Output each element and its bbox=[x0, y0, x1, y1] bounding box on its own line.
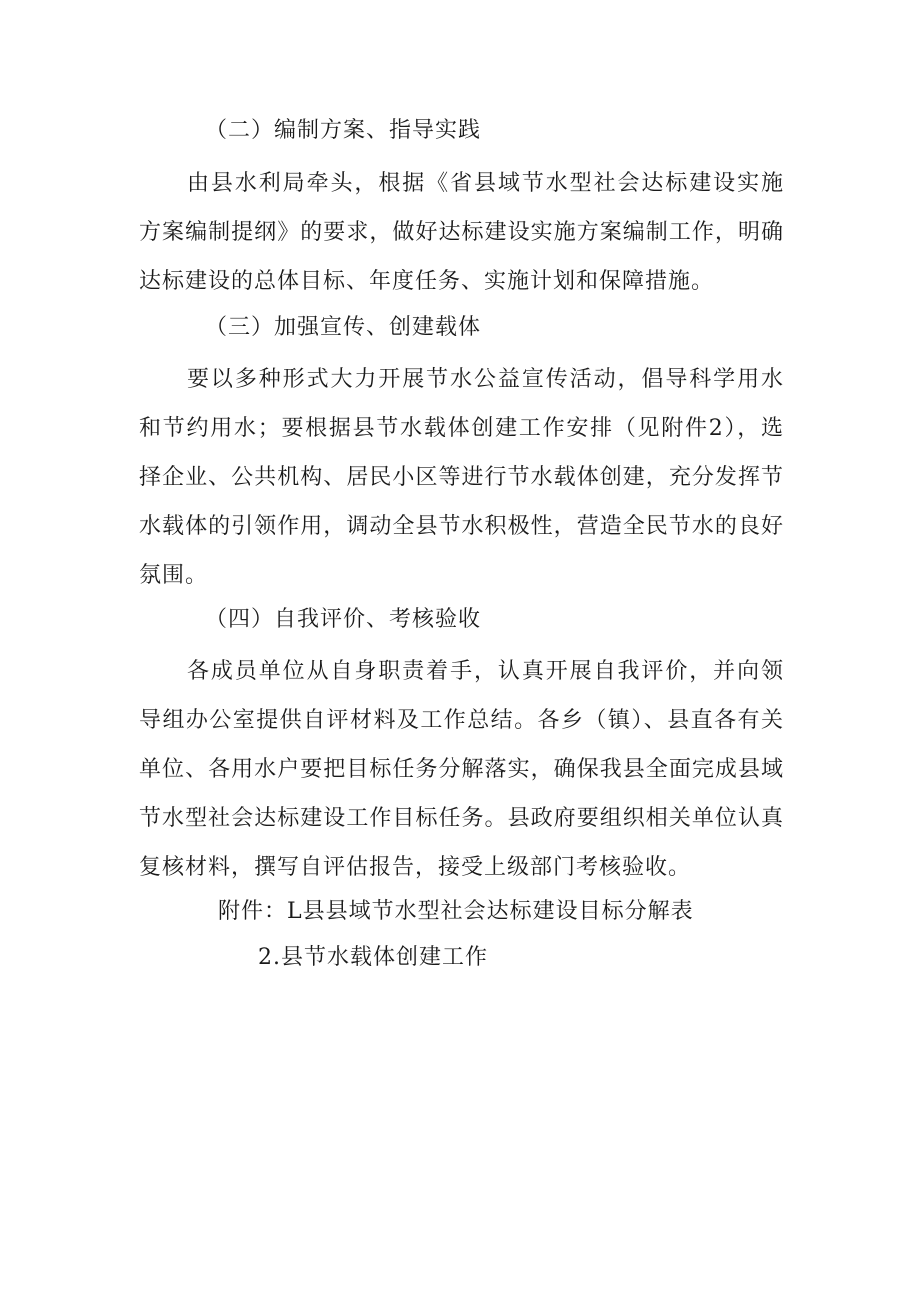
section-body-3: 要以多种形式大力开展节水公益宣传活动，倡导科学用水和节约用水；要根据县节水载体创建工作安排（见附件2），选择企业、公共机构、居民小区等进行节水载体创建，充分发挥节水载体的引领作用，调动全县节水积极性，营造全民节水的良好氛围。 bbox=[139, 367, 784, 588]
section-heading-3: （三）加强宣传、创建载体 bbox=[205, 315, 482, 340]
attachment-line-1: 附件：L县县域节水型社会达标建设目标分解表 bbox=[218, 899, 694, 924]
section-body-3-container bbox=[139, 355, 784, 600]
section-body-2-container bbox=[139, 159, 784, 306]
attachment-line-2: 2.县节水载体创建工作 bbox=[258, 945, 488, 970]
section-heading-2: （二）编制方案、指导实践 bbox=[205, 118, 482, 143]
section-body-4-container bbox=[139, 647, 784, 892]
section-body-4: 各成员单位从自身职责着手，认真开展自我评价，并向领导组办公室提供自评材料及工作总结。各乡（镇）、县直各有关单位、各用水户要把目标任务分解落实，确保我县全面完成县域节水型社会达标建设工作目标任务。县政府要组织相关单位认真复核材料，撰写自评估报告，接受上级部门考核验收。 bbox=[139, 659, 784, 880]
section-heading-4: （四）自我评价、考核验收 bbox=[205, 607, 482, 632]
section-body-2: 由县水利局牵头，根据《省县域节水型社会达标建设实施方案编制提纲》的要求，做好达标建设实施方案编制工作，明确达标建设的总体目标、年度任务、实施计划和保障措施。 bbox=[139, 171, 784, 294]
